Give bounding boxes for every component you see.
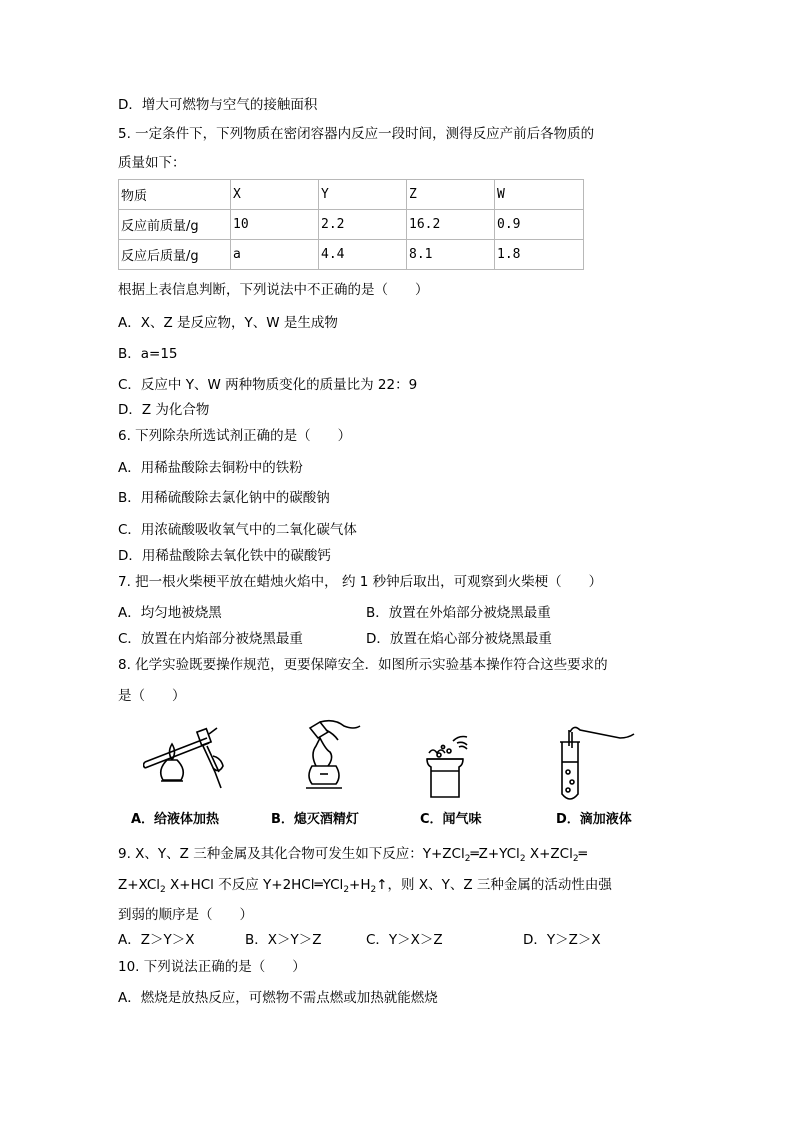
q5-stem-line2: 质量如下： [118,155,186,171]
subscript: 2 [370,885,377,895]
q5-option-d: D．Z 为化合物 [118,402,210,418]
q5-prompt: 根据上表信息判断，下列说法中不正确的是（ ） [118,282,429,298]
q6-option-d: D．用稀盐酸除去氧化铁中的碳酸钙 [118,548,331,564]
table-cell: 4.4 [319,240,407,270]
q6-option-b: B．用稀硫酸除去氯化钠中的碳酸钠 [118,490,330,506]
text: ↑，则 X、Y、Z 三种金属的活动性由强 [376,877,612,893]
q5-option-b: B．a=15 [118,346,178,362]
table-cell: 2.2 [319,210,407,240]
caption-d: D．滴加液体 [556,812,632,827]
q5-option-a: A．X、Z 是反应物，Y、W 是生成物 [118,315,338,331]
dropping-liquid-icon [556,722,636,804]
table-row [119,180,584,210]
text: X+HCl 不反应 Y+2HCl═YCl [165,877,344,893]
q9-option-b: B．X＞Y＞Z [245,932,322,948]
text: ═ [578,846,587,862]
table-cell: 0.9 [495,210,584,240]
table-row [119,240,584,270]
q8-stem-line2: 是（ ） [118,688,186,704]
caption-c: C．闻气味 [420,812,482,827]
q9-option-d: D．Y＞Z＞X [523,932,601,948]
subscript: 2 [464,854,471,864]
q9-stem-line1 [118,845,587,868]
q7-option-a: A．均匀地被烧黑 [118,605,222,621]
text: 9. X、Y、Z 三种金属及其化合物可发生如下反应：Y+ZCl [118,846,465,862]
subscript: 2 [572,854,579,864]
subscript: 2 [343,885,350,895]
table-cell: X [231,180,319,210]
table-cell: 物质 [119,180,231,210]
table-cell: 10 [231,210,319,240]
table-cell: Z [407,180,495,210]
smell-gas-icon [423,733,473,803]
q8-stem-line1: 8. 化学实验既要操作规范，更要保障安全．如图所示实验基本操作符合这些要求的 [118,657,608,673]
caption-b: B．熄灭酒精灯 [271,812,359,827]
q7-option-c: C．放置在内焰部分被烧黑最重 [118,631,303,647]
table-cell: 16.2 [407,210,495,240]
table-cell: 8.1 [407,240,495,270]
table-cell: W [495,180,584,210]
text: +H [349,877,371,893]
q6-option-a: A．用稀盐酸除去铜粉中的铁粉 [118,460,303,476]
q5-option-c: C．反应中 Y、W 两种物质变化的质量比为 22：9 [118,377,418,393]
mass-table [118,179,584,270]
table-row [119,210,584,240]
q6-stem: 6. 下列除杂所选试剂正确的是（ ） [118,428,352,444]
table-cell: 反应后质量/g [119,240,231,270]
q7-option-b: B．放置在外焰部分被烧黑最重 [366,605,551,621]
table-cell: 反应前质量/g [119,210,231,240]
q9-option-a: A．Z＞Y＞X [118,932,195,948]
q7-option-d: D．放置在焰心部分被烧黑最重 [366,631,552,647]
q10-option-a: A．燃烧是放热反应，可燃物不需点燃或加热就能燃烧 [118,990,438,1006]
text: Z+XCl [118,877,161,893]
q7-stem: 7. 把一根火柴梗平放在蜡烛火焰中， 约 1 秒钟后取出，可观察到火柴梗（ ） [118,574,603,590]
table-cell: 1.8 [495,240,584,270]
subscript: 2 [519,854,526,864]
q9-option-c: C．Y＞X＞Z [366,932,443,948]
text: ═Z+YCl [470,846,520,862]
text: X+ZCl [525,846,573,862]
q5-stem-line1: 5. 一定条件下，下列物质在密闭容器内反应一段时间，测得反应产前后各物质的 [118,126,595,142]
heating-liquid-icon [143,724,243,796]
q4-option-d: D．增大可燃物与空气的接触面积 [118,97,318,113]
caption-a: A．给液体加热 [131,812,220,827]
q9-stem-line2 [118,876,612,899]
subscript: 2 [160,885,166,895]
table-cell: Y [319,180,407,210]
q9-stem-line3: 到弱的顺序是（ ） [118,907,253,923]
q6-option-c: C．用浓硫酸吸收氧气中的二氧化碳气体 [118,522,357,538]
table-cell: a [231,240,319,270]
q10-stem: 10. 下列说法正确的是（ ） [118,959,306,975]
extinguish-lamp-icon [292,718,362,798]
